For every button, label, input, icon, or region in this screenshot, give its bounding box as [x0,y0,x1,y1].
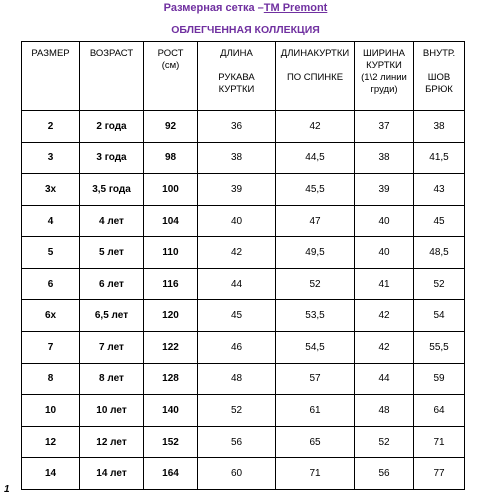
cell-age: 12 лет [80,426,144,458]
cell-sleeve-length: 48 [198,363,276,395]
cell-back-length: 65 [276,426,355,458]
cell-chest-width: 40 [355,237,414,269]
cell-back-length: 61 [276,395,355,427]
header-size [22,42,80,111]
cell-chest-width: 56 [355,458,414,490]
cell-sleeve-length: 46 [198,332,276,364]
cell-age: 10 лет [80,395,144,427]
cell-inseam: 38 [414,111,465,143]
table-row [22,268,465,300]
cell-age: 2 года [80,111,144,143]
page-number: 1 [4,484,10,495]
cell-inseam: 48,5 [414,237,465,269]
header-line: КУРТКИ [218,84,255,95]
cell-back-length: 71 [276,458,355,490]
cell-height: 104 [144,205,198,237]
cell-size: 12 [22,426,80,458]
cell-sleeve-length: 60 [198,458,276,490]
table-row [22,426,465,458]
cell-sleeve-length: 56 [198,426,276,458]
cell-age: 5 лет [80,237,144,269]
table-row [22,174,465,206]
header-sleeve-length [198,42,276,111]
cell-back-length: 57 [276,363,355,395]
cell-age: 8 лет [80,363,144,395]
cell-back-length: 52 [276,268,355,300]
cell-age: 4 лет [80,205,144,237]
header-line: ДЛИНАКУРТКИ [280,48,350,59]
collection-subtitle: ОБЛЕГЧЕННАЯ КОЛЛЕКЦИЯ [171,24,320,36]
table-row [22,237,465,269]
cell-back-length: 47 [276,205,355,237]
cell-height: 122 [144,332,198,364]
table-row [22,300,465,332]
header-line: груди) [370,84,398,95]
cell-chest-width: 44 [355,363,414,395]
cell-height: 164 [144,458,198,490]
header-line: РОСТ [157,48,184,59]
cell-size: 3 [22,142,80,174]
cell-chest-width: 40 [355,205,414,237]
cell-size: 8 [22,363,80,395]
header-line: (1\2 линии [361,72,407,83]
cell-chest-width: 41 [355,268,414,300]
cell-back-length: 53,5 [276,300,355,332]
size-chart-table [21,41,465,490]
header-line: ШОВ БРЮК [425,72,453,95]
header-line: ВНУТР. [422,48,456,59]
cell-back-length: 44,5 [276,142,355,174]
cell-height: 128 [144,363,198,395]
cell-height: 92 [144,111,198,143]
header-row [22,42,465,111]
cell-inseam: 52 [414,268,465,300]
table-row [22,205,465,237]
cell-age: 6,5 лет [80,300,144,332]
document-title [0,2,491,14]
cell-size: 3х [22,174,80,206]
cell-size: 2 [22,111,80,143]
cell-height: 152 [144,426,198,458]
header-height [144,42,198,111]
header-line: РАЗМЕР [31,48,70,59]
header-line: РУКАВА [218,72,255,83]
cell-age: 3 года [80,142,144,174]
cell-size: 5 [22,237,80,269]
cell-sleeve-length: 44 [198,268,276,300]
header-line: ВОЗРАСТ [89,48,134,59]
cell-age: 7 лет [80,332,144,364]
header-line: ДЛИНА [220,48,253,59]
cell-back-length: 42 [276,111,355,143]
cell-size: 7 [22,332,80,364]
cell-chest-width: 42 [355,332,414,364]
header-line [198,60,275,72]
header-line [414,60,464,72]
table-row [22,142,465,174]
cell-height: 98 [144,142,198,174]
header-inseam [414,42,465,111]
cell-size: 14 [22,458,80,490]
title-prefix: Размерная сетка – [163,2,264,14]
cell-age: 3,5 года [80,174,144,206]
cell-back-length: 49,5 [276,237,355,269]
cell-sleeve-length: 40 [198,205,276,237]
cell-inseam: 77 [414,458,465,490]
cell-back-length: 54,5 [276,332,355,364]
table-row [22,363,465,395]
cell-height: 116 [144,268,198,300]
cell-age: 6 лет [80,268,144,300]
cell-inseam: 64 [414,395,465,427]
header-line [276,60,354,72]
cell-height: 120 [144,300,198,332]
header-line: ШИРИНА [363,48,405,59]
cell-age: 14 лет [80,458,144,490]
cell-inseam: 43 [414,174,465,206]
cell-chest-width: 39 [355,174,414,206]
cell-back-length: 45,5 [276,174,355,206]
cell-sleeve-length: 42 [198,237,276,269]
cell-chest-width: 48 [355,395,414,427]
table-row [22,395,465,427]
table-row [22,458,465,490]
cell-sleeve-length: 36 [198,111,276,143]
cell-chest-width: 42 [355,300,414,332]
header-age [80,42,144,111]
cell-sleeve-length: 38 [198,142,276,174]
cell-height: 140 [144,395,198,427]
header-chest-width [355,42,414,111]
title-brand: ТМ Premont [263,2,328,14]
cell-inseam: 41,5 [414,142,465,174]
header-line: (см) [161,60,180,71]
cell-chest-width: 38 [355,142,414,174]
cell-inseam: 59 [414,363,465,395]
cell-inseam: 55,5 [414,332,465,364]
cell-height: 100 [144,174,198,206]
cell-chest-width: 37 [355,111,414,143]
table-row [22,111,465,143]
header-back-length [276,42,355,111]
cell-sleeve-length: 39 [198,174,276,206]
cell-size: 10 [22,395,80,427]
cell-sleeve-length: 45 [198,300,276,332]
cell-chest-width: 52 [355,426,414,458]
cell-height: 110 [144,237,198,269]
table-row [22,332,465,364]
cell-size: 6х [22,300,80,332]
header-line: ПО СПИНКЕ [286,72,344,83]
cell-sleeve-length: 52 [198,395,276,427]
cell-inseam: 45 [414,205,465,237]
header-line: КУРТКИ [366,60,402,71]
cell-size: 4 [22,205,80,237]
cell-inseam: 71 [414,426,465,458]
table-body [22,111,465,490]
cell-inseam: 54 [414,300,465,332]
cell-size: 6 [22,268,80,300]
